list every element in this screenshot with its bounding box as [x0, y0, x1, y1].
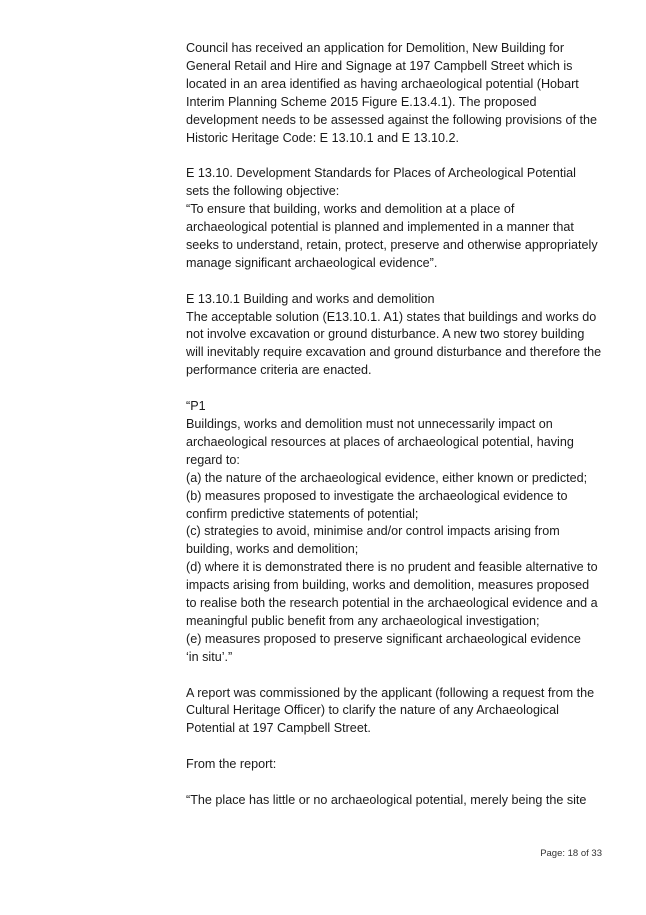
paragraph — [186, 40, 616, 147]
text-line: located in an area identified as having archaeological potential (Hobart — [186, 76, 579, 91]
paragraph-spacer — [186, 380, 616, 398]
paragraph — [186, 685, 616, 739]
text-line: ‘in situ’.” — [186, 649, 233, 664]
text-line: manage significant archaeological evidence”. — [186, 255, 438, 270]
text-line: E 13.10.1 Building and works and demolition — [186, 291, 435, 306]
text-line: Cultural Heritage Officer) to clarify the nature of any Archaeological — [186, 703, 559, 718]
text-line: building, works and demolition; — [186, 542, 359, 557]
paragraph-spacer — [186, 667, 616, 685]
paragraph — [186, 756, 616, 774]
paragraph — [186, 291, 616, 381]
text-line: to realise both the research potential in the archaeological evidence and a — [186, 596, 598, 611]
text-line: “P1 — [186, 399, 206, 414]
text-line: The acceptable solution (E13.10.1. A1) states that buildings and works do — [186, 309, 597, 324]
text-line: impacts arising from building, works and demolition, measures proposed — [186, 578, 590, 593]
text-line: A report was commissioned by the applicant (following a request from the — [186, 685, 595, 700]
text-line: Buildings, works and demolition must not unnecessarily impact on — [186, 416, 553, 431]
text-line: will inevitably require excavation and ground disturbance and therefore the — [186, 345, 602, 360]
paragraph — [186, 165, 616, 272]
text-line: Potential at 197 Campbell Street. — [186, 721, 371, 736]
text-line: General Retail and Hire and Signage at 197 Campbell Street which is — [186, 58, 573, 73]
text-line: Council has received an application for Demolition, New Building for — [186, 41, 565, 55]
text-line: confirm predictive statements of potential; — [186, 506, 419, 521]
text-line: sets the following objective: — [186, 184, 340, 199]
text-line: (c) strategies to avoid, minimise and/or control impacts arising from — [186, 524, 560, 539]
text-line: archaeological potential is planned and implemented in a manner that — [186, 220, 574, 235]
text-line: (a) the nature of the archaeological evidence, either known or predicted; — [186, 470, 588, 485]
text-line: not involve excavation or ground disturbance. A new two storey building — [186, 327, 585, 342]
text-line: archaeological resources at places of archaeological potential, having — [186, 434, 574, 449]
text-line: seeks to understand, retain, protect, preserve and otherwise appropriately — [186, 237, 598, 252]
paragraph-spacer — [186, 774, 616, 792]
text-line: (b) measures proposed to investigate the archaeological evidence to — [186, 488, 568, 503]
text-line: (d) where it is demonstrated there is no prudent and feasible alternative to — [186, 560, 598, 575]
text-line: (e) measures proposed to preserve significant archaeological evidence — [186, 631, 581, 646]
text-line: E 13.10. Development Standards for Places of Archeological Potential — [186, 166, 576, 181]
document-body — [186, 40, 616, 810]
text-line: From the report: — [186, 757, 277, 772]
text-line: performance criteria are enacted. — [186, 363, 372, 378]
text-line: Historic Heritage Code: E 13.10.1 and E 13.10.2. — [186, 130, 460, 145]
paragraph-spacer — [186, 738, 616, 756]
text-line: Interim Planning Scheme 2015 Figure E.13.4.1). The proposed — [186, 94, 537, 109]
page-number: Page: 18 of 33 — [540, 848, 602, 859]
paragraph-spacer — [186, 147, 616, 165]
paragraph-spacer — [186, 273, 616, 291]
text-line: regard to: — [186, 452, 240, 467]
text-line: “To ensure that building, works and demolition at a place of — [186, 202, 515, 217]
text-line: meaningful public benefit from any archaeological investigation; — [186, 613, 540, 628]
text-line: development needs to be assessed against the following provisions of the — [186, 112, 597, 127]
paragraph — [186, 792, 616, 810]
paragraph — [186, 398, 616, 667]
text-line: “The place has little or no archaeological potential, merely being the site — [186, 792, 587, 807]
